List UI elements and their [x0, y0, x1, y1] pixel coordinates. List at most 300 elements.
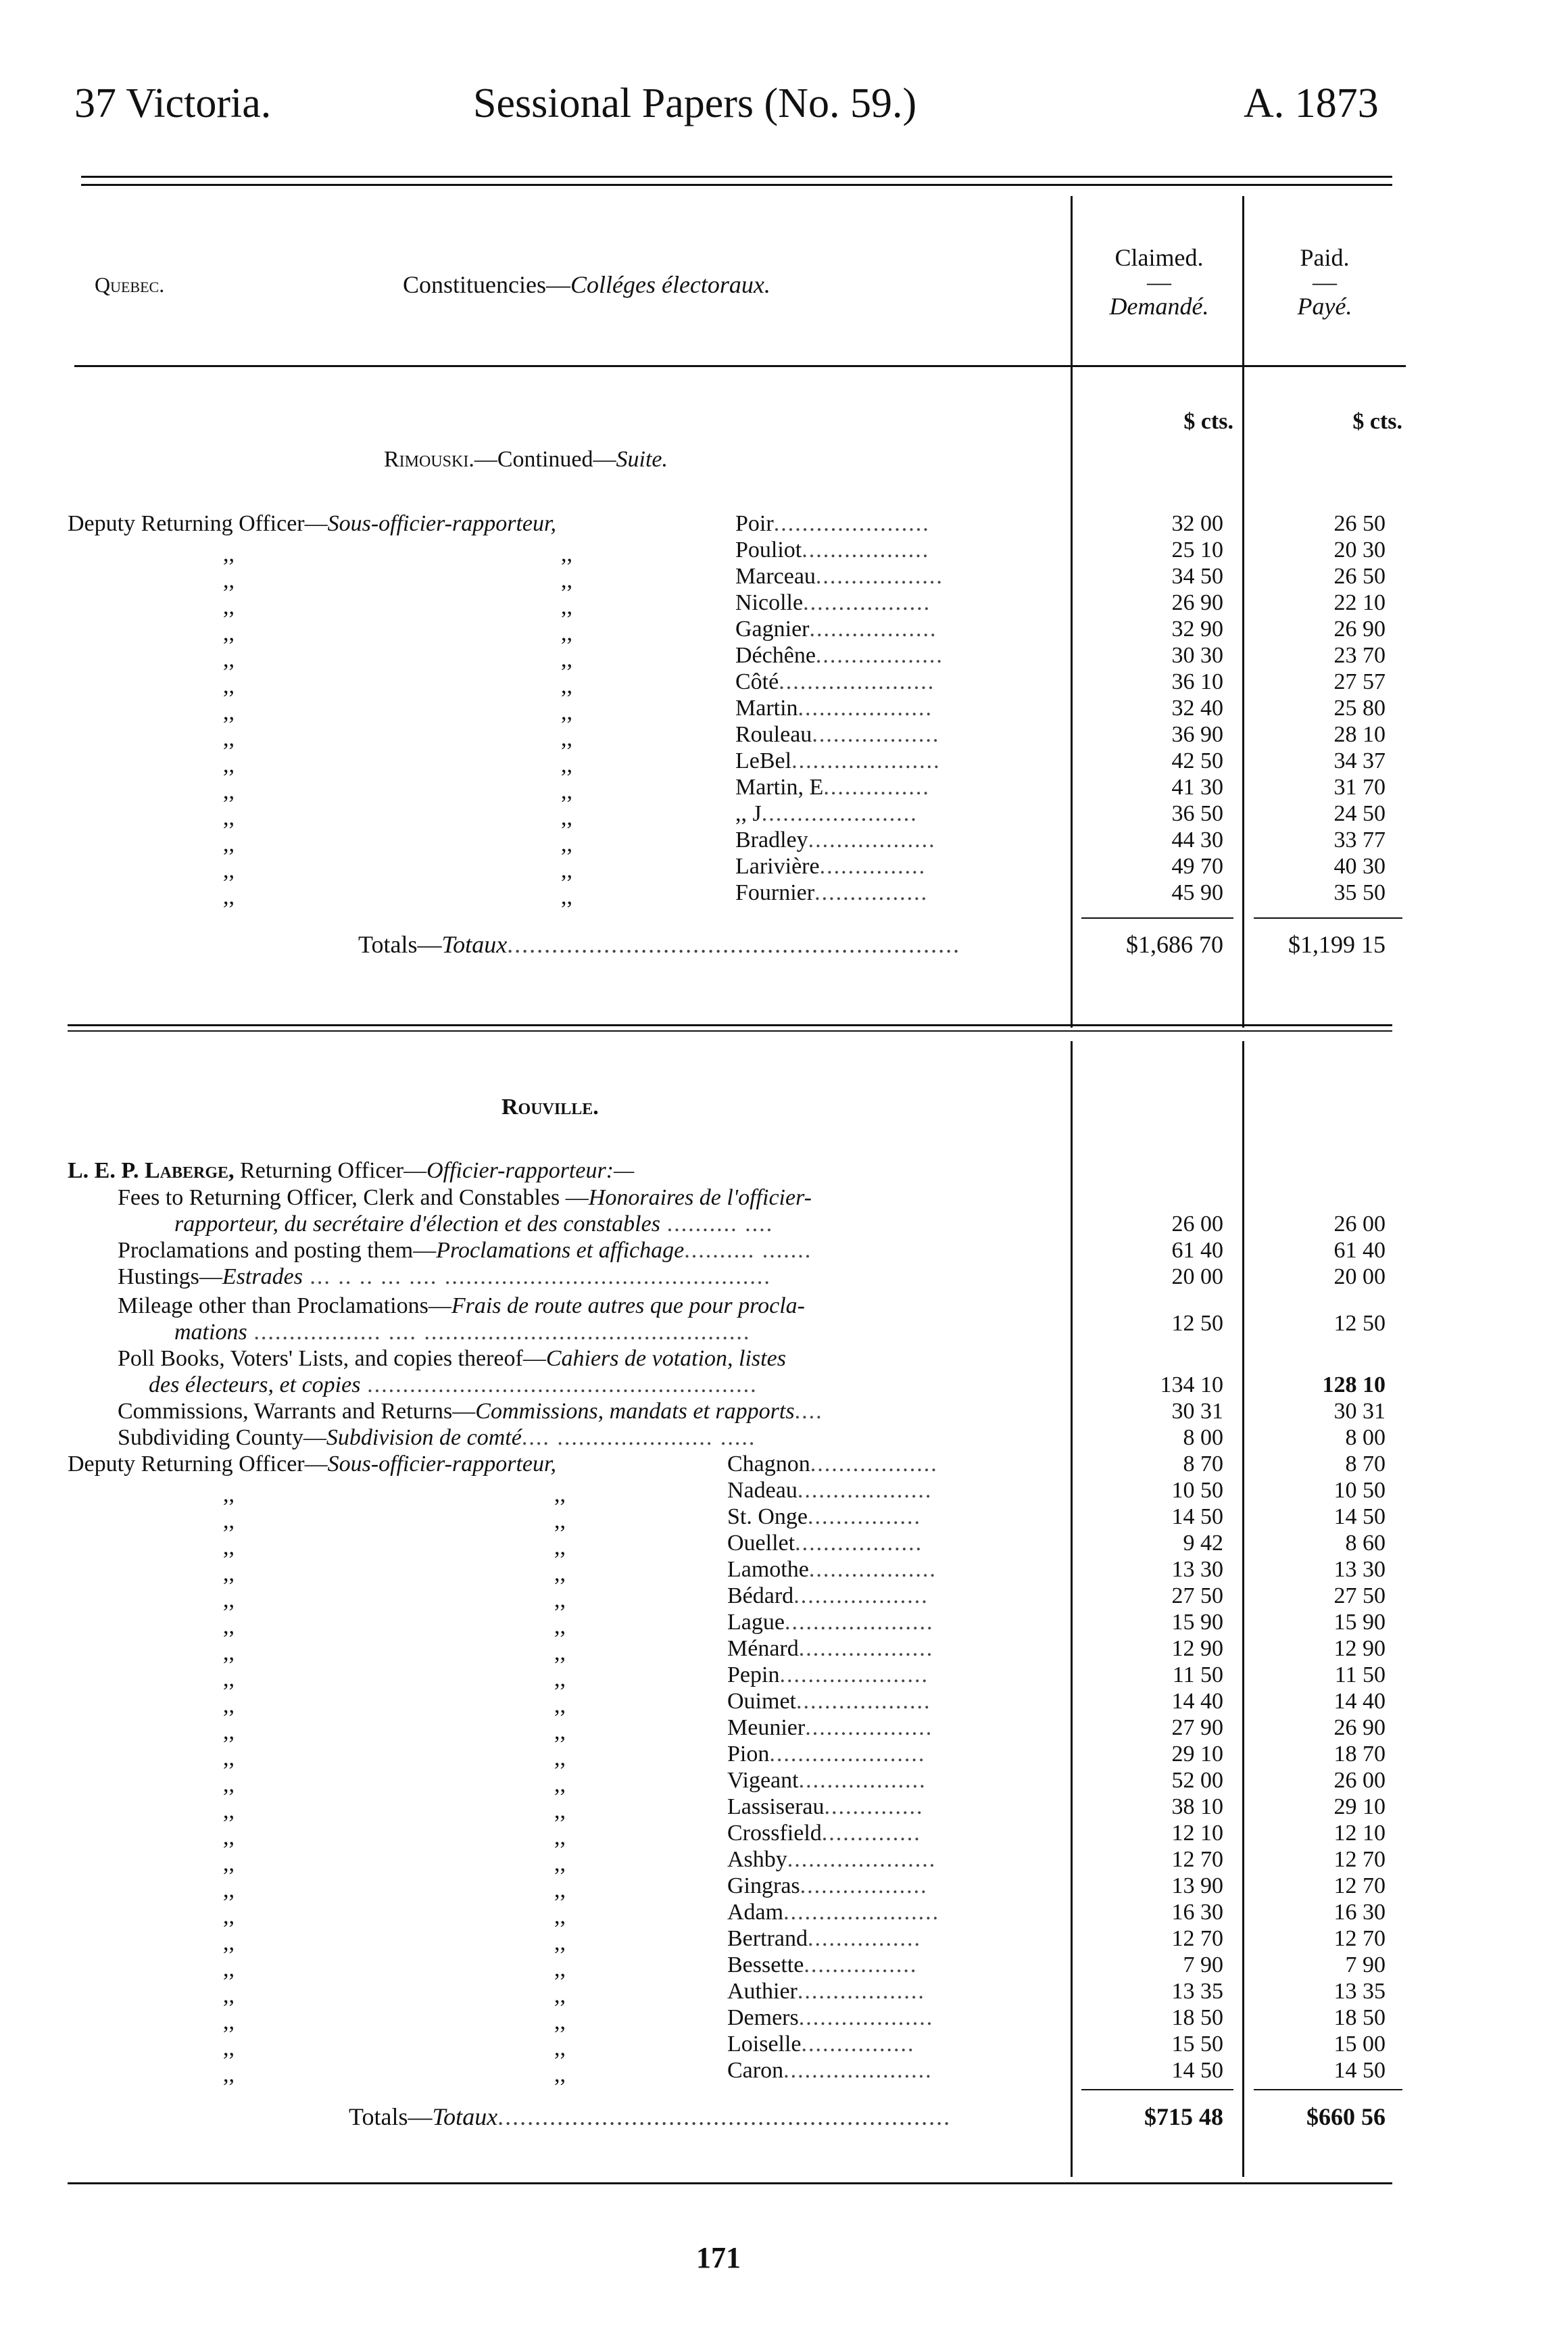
rouville-ditto-mark: ,,: [223, 1535, 235, 1560]
rimouski-ditto-mark: ,,: [223, 752, 235, 777]
rimouski-ditto-mark: ,,: [223, 673, 235, 698]
page-header: [0, 80, 1568, 141]
rouville-deputy-leader: .....................: [784, 1610, 934, 1635]
rouville-deputy-leader: ......................: [783, 1900, 940, 1925]
rouville-paid-value: 13 35: [1333, 1979, 1386, 2004]
rouville-deputy-name: [727, 1899, 939, 1925]
rouville-subtotal-rule-claimed: [1081, 2089, 1233, 2090]
rouville-claimed-value: 16 30: [1171, 1900, 1223, 1925]
rimouski-totals-text: Totals—: [358, 931, 442, 958]
rouville-claimed-value: 7 90: [1183, 1952, 1223, 1977]
rouville-paid-value: 18 50: [1333, 2005, 1386, 2030]
rouville-deputy-row: [0, 2004, 1568, 2034]
commissions-label: Commissions, Warrants and Returns—: [118, 1399, 476, 1424]
rimouski-totals-label: [358, 932, 960, 958]
rouville-claimed-value: 11 50: [1172, 1662, 1223, 1687]
rimouski-deputy-name-text: ,, J: [735, 801, 762, 826]
rouville-deputy-name-text: Demers: [727, 2005, 799, 2030]
proclamations-claimed: 61 40: [1171, 1238, 1223, 1263]
rimouski-ditto-mark: ,,: [561, 594, 572, 619]
rouville-claimed-value: 13 30: [1171, 1557, 1223, 1582]
rouville-deputy-leader: ................: [804, 1952, 918, 1977]
rouville-paid-value: 15 00: [1333, 2032, 1386, 2057]
rimouski-paid-value: 24 50: [1333, 801, 1386, 826]
pollbooks-line-2: [149, 1372, 758, 1398]
rouville-deputy-officer-label: [68, 1451, 556, 1477]
rouville-total-claimed: $715 48: [1144, 2103, 1223, 2130]
rouville-heading: Rouville.: [501, 1095, 599, 1120]
rouville-claimed-value: 38 10: [1171, 1794, 1223, 1819]
rimouski-deputy-officer-text: Deputy Returning Officer—: [68, 511, 328, 536]
rouville-officer-line: [68, 1157, 634, 1184]
rouville-ditto-mark: ,,: [223, 1904, 235, 1929]
rouville-officer-role-fr: Officier-rapporteur:—: [426, 1158, 635, 1183]
pollbooks-claimed: 134 10: [1160, 1372, 1223, 1397]
rouville-paid-value: 29 10: [1333, 1794, 1386, 1819]
rimouski-claimed-value: 44 30: [1171, 827, 1223, 853]
rimouski-deputy-name-text: Rouleau: [735, 722, 812, 747]
rouville-deputy-officer-text-fr: Sous-officier-rapporteur,: [327, 1451, 556, 1476]
rimouski-ditto-mark: ,,: [561, 805, 572, 830]
mileage-label-fr-2: mations: [174, 1320, 247, 1345]
rouville-deputy-leader: ..................: [797, 1979, 925, 2004]
rimouski-ditto-mark: ,,: [223, 858, 235, 883]
rimouski-ditto-mark: ,,: [561, 673, 572, 698]
rimouski-paid-value: 20 30: [1333, 537, 1386, 562]
province-heading: Quebec.: [95, 272, 165, 297]
rouville-ditto-mark: ,,: [223, 1561, 235, 1586]
paid-label: Paid.: [1300, 244, 1350, 271]
rouville-total-paid: $660 56: [1306, 2103, 1386, 2130]
rimouski-deputy-row: [0, 800, 1568, 830]
rouville-officer-name: L. E. P. Laberge,: [68, 1158, 235, 1183]
rimouski-ditto-mark: ,,: [561, 647, 572, 672]
rouville-ditto-mark: ,,: [554, 1877, 566, 1902]
rouville-ditto-mark: ,,: [223, 1930, 235, 1955]
rouville-paid-value: 7 90: [1345, 1952, 1386, 1977]
constituencies-label-fr: Colléges électoraux.: [570, 271, 770, 298]
rouville-paid-value: 26 00: [1333, 1768, 1386, 1793]
pollbooks-label-fr-1: Cahiers de votation, listes: [545, 1346, 786, 1371]
rimouski-deputy-leader: ..................: [809, 617, 937, 642]
rouville-deputy-leader: ......................: [769, 1742, 926, 1767]
rouville-ditto-mark: ,,: [223, 1508, 235, 1533]
proclamations-label-fr: Proclamations et affichage: [436, 1238, 685, 1263]
rouville-deputy-row: [0, 1846, 1568, 1876]
rimouski-deputy-leader: ..................: [812, 722, 940, 747]
hustings-paid: 20 00: [1333, 1264, 1386, 1289]
rimouski-ditto-mark: ,,: [561, 700, 572, 725]
rimouski-continued-fr: Suite.: [616, 447, 668, 472]
mileage-line-1: [118, 1293, 805, 1319]
rimouski-deputy-name-text: Côté: [735, 669, 779, 694]
rouville-deputy-name: [727, 1925, 921, 1952]
year-label: A. 1873: [1244, 80, 1379, 126]
rouville-claimed-value: 12 70: [1171, 1847, 1223, 1872]
rouville-deputy-name-text: Ashby: [727, 1847, 787, 1872]
rouville-deputy-name: [727, 1451, 938, 1477]
rouville-deputy-row: [0, 1925, 1568, 1955]
paid-heading: [1247, 243, 1402, 320]
rimouski-claimed-value: 36 10: [1171, 669, 1223, 694]
rouville-ditto-mark: ,,: [223, 1851, 235, 1876]
rouville-ditto-mark: ,,: [554, 1508, 566, 1533]
rouville-deputy-name-text: Lassiserau: [727, 1794, 825, 1819]
rouville-deputy-leader: ..............: [824, 1794, 924, 1819]
rouville-ditto-mark: ,,: [554, 1746, 566, 1771]
rouville-ditto-mark: ,,: [554, 1693, 566, 1718]
rouville-paid-value: 11 50: [1334, 1662, 1386, 1687]
rimouski-deputy-row: [0, 563, 1568, 593]
rouville-paid-value: 12 70: [1333, 1926, 1386, 1951]
rouville-deputy-leader: ..................: [810, 1451, 938, 1476]
rouville-deputy-row: [0, 1714, 1568, 1744]
rimouski-claimed-value: 25 10: [1171, 537, 1223, 562]
mileage-paid: 12 50: [1333, 1311, 1386, 1336]
rimouski-paid-value: 25 80: [1333, 696, 1386, 721]
fees-leader: .......... ....: [660, 1211, 774, 1236]
rimouski-deputy-row: [0, 616, 1568, 646]
proclamations-leader: .......... .......: [684, 1238, 812, 1263]
rimouski-ditto-mark: ,,: [223, 832, 235, 857]
rouville-paid-value: 12 90: [1333, 1636, 1386, 1661]
rouville-deputy-leader: .....................: [783, 2058, 933, 2083]
rouville-deputy-leader: ..................: [800, 1873, 928, 1898]
rimouski-deputy-leader: ......................: [779, 669, 935, 694]
rouville-paid-value: 14 50: [1333, 1504, 1386, 1529]
rouville-deputy-name-text: Authier: [727, 1979, 798, 2004]
rouville-deputy-name-text: Bessette: [727, 1952, 804, 1977]
rouville-claimed-value: 12 10: [1171, 1821, 1223, 1846]
rimouski-deputy-row: [0, 590, 1568, 619]
rimouski-claimed-value: 42 50: [1171, 748, 1223, 773]
rouville-deputy-name-text: Ouellet: [727, 1531, 795, 1556]
fees-line-2: [174, 1211, 774, 1237]
proclamations-label: Proclamations and posting them—: [118, 1238, 437, 1263]
rouville-claimed-value: 14 50: [1171, 1504, 1223, 1529]
rimouski-deputy-name-text: Larivière: [735, 854, 820, 879]
rouville-ditto-mark: ,,: [223, 1772, 235, 1797]
rimouski-deputy-leader: ......................: [761, 801, 918, 826]
rimouski-deputy-leader: ..................: [815, 564, 944, 589]
rimouski-paid-value: 31 70: [1333, 775, 1386, 800]
rouville-paid-value: 15 90: [1333, 1610, 1386, 1635]
rouville-paid-value: 14 50: [1333, 2058, 1386, 2083]
rouville-ditto-mark: ,,: [223, 1956, 235, 1982]
rimouski-deputy-leader: ..................: [808, 827, 936, 853]
rouville-deputy-row: [0, 1794, 1568, 1823]
rimouski-paid-value: 22 10: [1333, 590, 1386, 615]
rimouski-deputy-name-text: Bradley: [735, 827, 808, 853]
rouville-deputy-leader: ................: [808, 1504, 921, 1529]
rimouski-deputy-leader: ...................: [798, 696, 933, 721]
rouville-ditto-mark: ,,: [554, 2036, 566, 2061]
claimed-dash: —: [1147, 268, 1171, 295]
rimouski-deputy-name: [735, 880, 928, 906]
rouville-ditto-mark: ,,: [223, 1719, 235, 1744]
proclamations-line: [118, 1237, 812, 1264]
rouville-deputy-leader: ..............: [821, 1821, 921, 1846]
rimouski-deputy-leader: ..................: [803, 590, 931, 615]
rimouski-claimed-value: 36 50: [1171, 801, 1223, 826]
rouville-ditto-mark: ,,: [554, 1535, 566, 1560]
rimouski-ditto-mark: ,,: [561, 752, 572, 777]
pollbooks-line-1: [118, 1345, 786, 1372]
rimouski-claimed-value: 32 40: [1171, 696, 1223, 721]
rouville-deputy-row: [0, 1530, 1568, 1560]
claimed-units: $ cts.: [1183, 409, 1233, 434]
rimouski-deputy-leader: .....................: [791, 748, 941, 773]
rimouski-paid-value: 23 70: [1333, 643, 1386, 668]
rimouski-deputy-leader: ......................: [773, 511, 930, 536]
rouville-deputy-name-text: Chagnon: [727, 1451, 810, 1476]
rimouski-ditto-mark: ,,: [223, 594, 235, 619]
claimed-label-fr: Demandé.: [1109, 293, 1209, 320]
rouville-deputy-name: [727, 1635, 933, 1662]
rouville-deputy-leader: ..................: [808, 1557, 937, 1582]
rimouski-deputy-name: [735, 853, 926, 880]
pollbooks-label: Poll Books, Voters' Lists, and copies thereof—: [118, 1346, 546, 1371]
rouville-claimed-value: 13 35: [1171, 1979, 1223, 2004]
rimouski-deputy-row: [0, 853, 1568, 883]
commissions-line: [118, 1398, 823, 1424]
rouville-totals-leader: .............................................................: [497, 2103, 952, 2130]
rimouski-deputy-row: [0, 669, 1568, 698]
rouville-deputy-leader: ...................: [798, 2005, 934, 2030]
rouville-paid-value: 12 10: [1333, 1821, 1386, 1846]
rouville-deputy-row: [0, 1609, 1568, 1639]
rimouski-heading: [384, 446, 668, 473]
rouville-deputy-name: [727, 1952, 917, 1978]
rouville-totals-label: [349, 2104, 951, 2130]
rouville-ditto-mark: ,,: [554, 1614, 566, 1639]
rouville-deputy-name: [727, 1741, 925, 1767]
rimouski-claimed-value: 32 90: [1171, 617, 1223, 642]
rimouski-paid-value: 28 10: [1333, 722, 1386, 747]
subdividing-claimed: 8 00: [1183, 1425, 1223, 1450]
proclamations-paid: 61 40: [1333, 1238, 1386, 1263]
rimouski-deputy-name-text: Nicolle: [735, 590, 804, 615]
rouville-deputy-leader: ..................: [795, 1531, 923, 1556]
commissions-leader: ....: [794, 1399, 823, 1424]
rouville-paid-value: 27 50: [1333, 1583, 1386, 1608]
rimouski-deputy-name: [735, 669, 935, 695]
rouville-ditto-mark: ,,: [223, 1640, 235, 1665]
rouville-ditto-mark: ,,: [554, 1930, 566, 1955]
fees-paid: 26 00: [1333, 1211, 1386, 1236]
commissions-label-fr: Commissions, mandats et rapports: [475, 1399, 795, 1424]
rouville-deputy-leader: ...................: [795, 1689, 931, 1714]
rimouski-claimed-value: 34 50: [1171, 564, 1223, 589]
rouville-totals-text: Totals—: [349, 2103, 433, 2130]
rouville-paid-value: 8 70: [1345, 1451, 1386, 1476]
rouville-deputy-name-text: Lamothe: [727, 1557, 809, 1582]
rouville-deputy-name-text: Pion: [727, 1742, 770, 1767]
rouville-deputy-leader: ...................: [793, 1583, 929, 1608]
rouville-deputy-leader: .....................: [779, 1662, 929, 1687]
rouville-deputy-name: [727, 1978, 925, 2004]
rimouski-deputy-name: [735, 642, 944, 669]
rimouski-deputy-name-text: Pouliot: [735, 537, 802, 562]
rouville-deputy-name-text: Adam: [727, 1900, 784, 1925]
rimouski-deputy-officer-text-fr: Sous-officier-rapporteur,: [327, 511, 556, 536]
rouville-ditto-mark: ,,: [554, 1482, 566, 1507]
rouville-deputy-name: [727, 1583, 929, 1609]
rouville-deputy-name-text: Caron: [727, 2058, 784, 2083]
rouville-deputy-name-text: Vigeant: [727, 1768, 799, 1793]
rouville-deputy-row: [0, 1477, 1568, 1507]
header-rule-bottom: [81, 184, 1392, 186]
pollbooks-label-fr-2: des électeurs, et copies: [149, 1372, 361, 1397]
rouville-ditto-mark: ,,: [554, 1587, 566, 1612]
rouville-deputy-name: [727, 1846, 936, 1873]
rimouski-deputy-name: [735, 510, 930, 537]
column-header-rule: [74, 365, 1406, 367]
rouville-deputy-name-text: Gingras: [727, 1873, 800, 1898]
constituencies-heading: [403, 272, 770, 298]
rimouski-ditto-mark: ,,: [561, 568, 572, 593]
rimouski-deputy-row: [0, 510, 1568, 537]
rouville-deputy-row: [0, 1504, 1568, 1533]
rimouski-ditto-mark: ,,: [223, 884, 235, 909]
rouville-ditto-mark: ,,: [554, 1561, 566, 1586]
rimouski-ditto-mark: ,,: [223, 726, 235, 751]
rouville-deputy-name-text: Bertrand: [727, 1926, 808, 1951]
document-title: Sessional Papers (No. 59.): [473, 80, 917, 126]
rouville-deputy-row: [0, 1767, 1568, 1797]
rouville-ditto-mark: ,,: [223, 2062, 235, 2087]
rouville-ditto-mark: ,,: [554, 1825, 566, 1850]
rouville-deputy-row: [0, 1952, 1568, 1982]
rimouski-deputy-name-text: Déchêne: [735, 643, 816, 668]
rimouski-total-claimed: $1,686 70: [1126, 931, 1223, 958]
rimouski-deputy-name: [735, 721, 939, 748]
rouville-ditto-mark: ,,: [554, 1956, 566, 1982]
rimouski-continued: —Continued—: [474, 447, 616, 472]
rouville-claimed-value: 10 50: [1171, 1478, 1223, 1503]
rimouski-deputy-leader: ...............: [823, 775, 930, 800]
fees-label: Fees to Returning Officer, Clerk and Constables —: [118, 1185, 589, 1210]
mileage-claimed: 12 50: [1171, 1311, 1223, 1336]
rimouski-deputy-leader: ..................: [802, 537, 930, 562]
rouville-ditto-mark: ,,: [554, 1640, 566, 1665]
rimouski-deputy-name: [735, 774, 930, 800]
rimouski-deputy-name-text: Martin: [735, 696, 798, 721]
rouville-paid-value: 18 70: [1333, 1742, 1386, 1767]
rimouski-claimed-value: 26 90: [1171, 590, 1223, 615]
rouville-claimed-value: 15 50: [1171, 2032, 1223, 2057]
rouville-deputy-name: [727, 1556, 937, 1583]
subdividing-leader: .... ...................... .....: [521, 1425, 756, 1450]
fees-label-fr-1: Honoraires de l'officier-: [588, 1185, 812, 1210]
fees-claimed: 26 00: [1171, 1211, 1223, 1236]
rouville-deputy-officer-text: Deputy Returning Officer—: [68, 1451, 328, 1476]
rimouski-ditto-mark: ,,: [223, 542, 235, 567]
rouville-deputy-name: [727, 1688, 931, 1714]
rouville-officer-role: Returning Officer—: [240, 1158, 427, 1183]
session-label: 37 Victoria.: [74, 80, 272, 126]
pollbooks-paid: 128 10: [1322, 1372, 1386, 1397]
rouville-ditto-mark: ,,: [223, 1693, 235, 1718]
rouville-deputy-name: [727, 1820, 921, 1846]
rimouski-deputy-name: [735, 695, 933, 721]
page-number: 171: [696, 2241, 741, 2274]
rouville-deputy-name: [727, 1477, 932, 1504]
rouville-deputy-row: [0, 1662, 1568, 1691]
rouville-deputy-name-text: Crossfield: [727, 1821, 822, 1846]
hustings-line: [118, 1264, 771, 1290]
rouville-deputy-leader: ..................: [805, 1715, 933, 1740]
rouville-deputy-name: [727, 1530, 923, 1556]
pollbooks-leader: .......................................................: [360, 1372, 758, 1397]
fees-line-1: [118, 1184, 812, 1211]
rouville-ditto-mark: ,,: [223, 1587, 235, 1612]
rouville-ditto-mark: ,,: [554, 1719, 566, 1744]
rouville-ditto-mark: ,,: [554, 1904, 566, 1929]
section-divider-rule-2: [68, 1030, 1392, 1032]
rouville-deputy-name: [727, 1767, 927, 1794]
rouville-paid-value: 14 40: [1333, 1689, 1386, 1714]
rimouski-deputy-name: [735, 590, 931, 616]
rimouski-ditto-mark: ,,: [223, 568, 235, 593]
rouville-deputy-name-text: Loiselle: [727, 2032, 802, 2057]
rimouski-deputy-row: [0, 695, 1568, 725]
rimouski-deputy-row: [0, 880, 1568, 909]
rouville-paid-value: 8 60: [1345, 1531, 1386, 1556]
commissions-paid: 30 31: [1333, 1399, 1386, 1424]
rimouski-deputy-name: [735, 800, 918, 827]
rimouski-paid-value: 26 50: [1333, 564, 1386, 589]
rouville-deputy-row: [0, 1899, 1568, 1929]
rimouski-total-paid: $1,199 15: [1288, 931, 1386, 958]
rimouski-paid-value: 35 50: [1333, 880, 1386, 905]
rimouski-ditto-mark: ,,: [561, 779, 572, 804]
rouville-ditto-mark: ,,: [554, 1666, 566, 1691]
rouville-ditto-mark: ,,: [223, 1666, 235, 1691]
rimouski-name: Rimouski.: [384, 447, 474, 472]
rouville-claimed-value: 29 10: [1171, 1742, 1223, 1767]
rimouski-deputy-name-text: Marceau: [735, 564, 816, 589]
constituencies-label: Constituencies—: [403, 271, 570, 298]
rouville-claimed-value: 15 90: [1171, 1610, 1223, 1635]
rouville-ditto-mark: ,,: [223, 1825, 235, 1850]
rimouski-deputy-row: [0, 721, 1568, 751]
rimouski-ditto-mark: ,,: [561, 621, 572, 646]
rimouski-deputy-name: [735, 563, 944, 590]
rouville-claimed-value: 27 50: [1171, 1583, 1223, 1608]
rouville-deputy-row: [0, 1451, 1568, 1477]
rouville-deputy-name: [727, 2031, 915, 2057]
rouville-claimed-value: 18 50: [1171, 2005, 1223, 2030]
rimouski-totals-row: [0, 932, 1568, 958]
mileage-leader: .................. .... ..............................................: [247, 1320, 752, 1345]
rimouski-paid-value: 27 57: [1333, 669, 1386, 694]
rimouski-paid-value: 26 90: [1333, 617, 1386, 642]
rimouski-ditto-mark: ,,: [223, 621, 235, 646]
rimouski-deputy-name-text: Fournier: [735, 880, 815, 905]
rimouski-ditto-mark: ,,: [223, 779, 235, 804]
rouville-deputy-name-text: Nadeau: [727, 1478, 798, 1503]
rouville-ditto-mark: ,,: [223, 1482, 235, 1507]
rouville-paid-value: 26 90: [1333, 1715, 1386, 1740]
rouville-ditto-mark: ,,: [223, 1877, 235, 1902]
rouville-deputy-leader: ...................: [798, 1636, 934, 1661]
rimouski-ditto-mark: ,,: [223, 805, 235, 830]
rouville-claimed-value: 13 90: [1171, 1873, 1223, 1898]
hustings-leader: ... .. .. ... .... ..............................................: [302, 1264, 771, 1289]
rimouski-ditto-mark: ,,: [561, 542, 572, 567]
rouville-paid-value: 16 30: [1333, 1900, 1386, 1925]
